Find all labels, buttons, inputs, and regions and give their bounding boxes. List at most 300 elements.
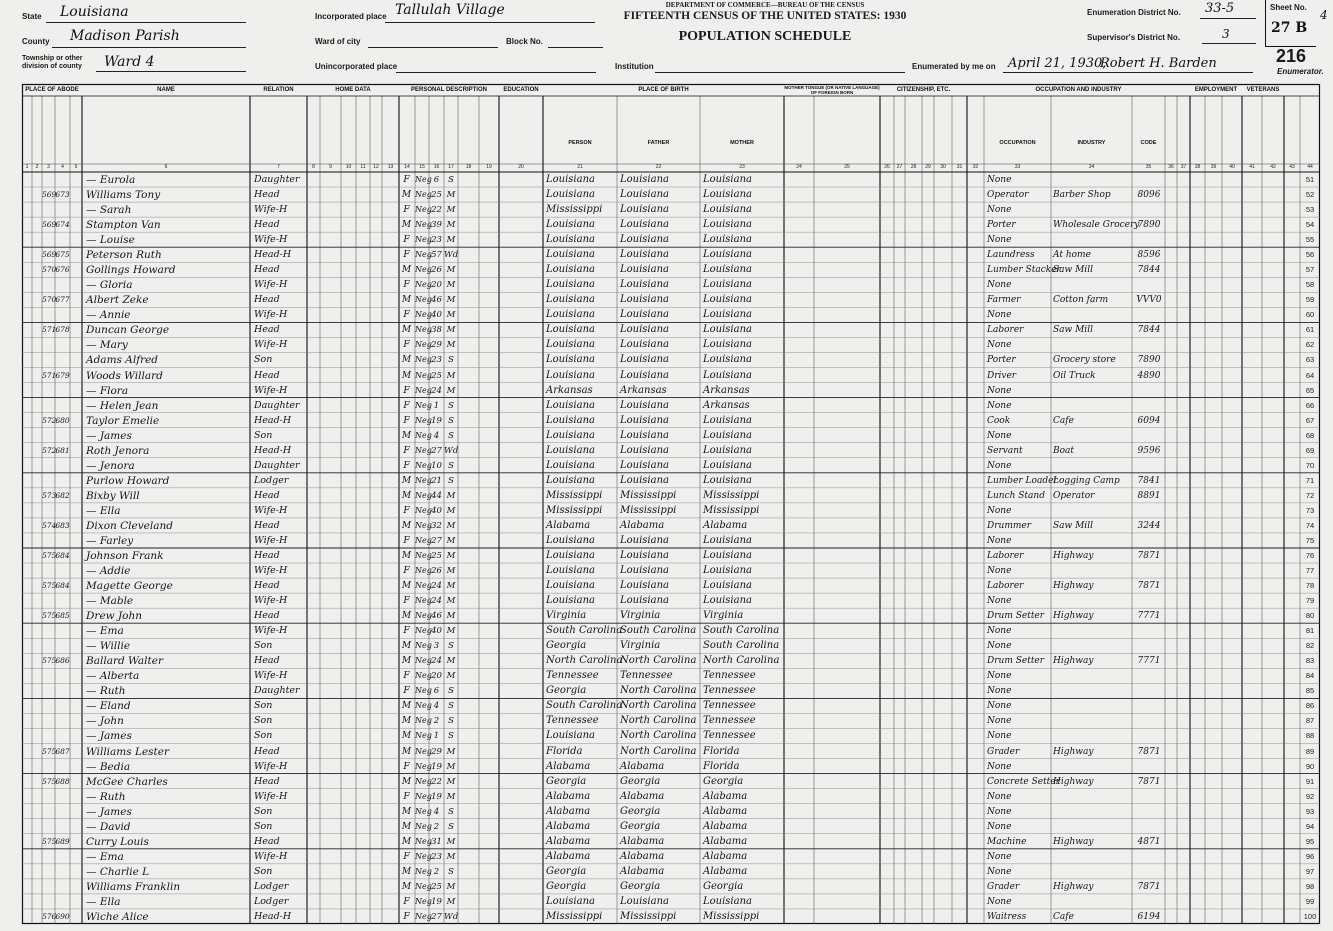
- column-number: 29: [925, 164, 931, 170]
- birthplace-father: Louisiana: [620, 234, 669, 246]
- birthplace-father: Louisiana: [620, 534, 669, 546]
- occupation: Laborer: [987, 551, 1024, 561]
- sex: M: [401, 475, 412, 486]
- marital-status: M: [446, 896, 456, 907]
- line-number: 83: [1305, 656, 1315, 666]
- person-name: — Mary: [86, 339, 128, 352]
- subhead-person: PERSON: [568, 140, 592, 146]
- population-table: [22, 84, 1320, 924]
- birthplace-mother: Louisiana: [703, 534, 752, 546]
- birthplace-father: Alabama: [620, 835, 665, 847]
- person-name: Williams Lester: [86, 745, 170, 758]
- industry: Barber Shop: [1053, 190, 1111, 201]
- person-name: — Ema: [86, 850, 124, 863]
- dwelling-number: [42, 504, 56, 518]
- industry: [1053, 173, 1132, 187]
- age: 19: [431, 896, 442, 907]
- person-name: — Ella: [86, 895, 121, 908]
- dwelling-number: [42, 669, 56, 683]
- line-number: 67: [1305, 415, 1315, 425]
- person-name: — Gloria: [86, 279, 133, 292]
- relation: Wife-H: [254, 625, 288, 637]
- age: 6: [433, 686, 440, 697]
- dwelling-number: [42, 233, 56, 247]
- dwelling-number: 570: [42, 295, 57, 305]
- marital-status: Wd: [444, 250, 459, 261]
- birthplace-mother: Louisiana: [703, 279, 752, 291]
- column-number: 9: [329, 164, 332, 170]
- birthplace-person: Louisiana: [546, 234, 595, 246]
- occupation: Concrete Setter: [987, 776, 1060, 787]
- person-name: — James: [86, 429, 132, 442]
- relation: Head: [254, 775, 280, 787]
- occupation: None: [987, 566, 1012, 577]
- sex: F: [403, 460, 410, 471]
- family-number: 680: [55, 415, 70, 425]
- relation: Head: [254, 550, 280, 561]
- incorporated-label: Incorporated place: [315, 12, 387, 21]
- race: Neg: [415, 746, 432, 756]
- column-number: 16: [433, 164, 440, 170]
- industry: Highway: [1053, 551, 1094, 561]
- race: Neg: [415, 445, 432, 455]
- column-number: 12: [373, 164, 379, 170]
- person-name: — Annie: [86, 309, 131, 322]
- industry: Saw Mill: [1053, 520, 1093, 531]
- industry-code: 7841: [1137, 475, 1161, 486]
- relation: Son: [254, 640, 273, 652]
- birthplace-mother: Louisiana: [703, 204, 752, 216]
- industry: [1053, 790, 1132, 804]
- family-number: [55, 895, 70, 909]
- birthplace-mother: Louisiana: [703, 294, 752, 306]
- family-number: [55, 474, 70, 488]
- industry: Highway: [1053, 836, 1094, 847]
- race: Neg: [415, 250, 432, 260]
- township-value: Ward 4: [104, 54, 155, 70]
- birthplace-mother: Louisiana: [703, 189, 752, 201]
- column-number: 1: [25, 164, 29, 170]
- birthplace-mother: Louisiana: [703, 429, 752, 441]
- age: 29: [431, 340, 442, 351]
- age: 25: [431, 881, 442, 892]
- column-number: 36: [1168, 164, 1174, 170]
- marital-status: S: [448, 821, 454, 832]
- industry-code: 7890: [1137, 220, 1161, 231]
- birthplace-mother: Mississippi: [703, 489, 760, 501]
- relation: Son: [254, 715, 273, 727]
- age: 27: [431, 911, 442, 922]
- industry-code: [1133, 504, 1165, 518]
- birthplace-person: Louisiana: [546, 595, 595, 607]
- birthplace-person: Louisiana: [546, 279, 595, 291]
- relation: Lodger: [254, 880, 289, 892]
- column-number: 6: [164, 164, 168, 170]
- birthplace-mother: Alabama: [703, 805, 748, 817]
- relation: Son: [254, 354, 273, 366]
- dwelling-number: [42, 880, 56, 894]
- family-number: 683: [55, 520, 70, 530]
- line-number: 51: [1305, 175, 1315, 184]
- birthplace-person: Mississippi: [546, 910, 603, 922]
- person-name: Williams Franklin: [86, 880, 181, 893]
- dwelling-number: 572: [42, 445, 57, 455]
- birthplace-person: Georgia: [546, 865, 587, 877]
- enumerator-label: Enumerator.: [1277, 67, 1324, 76]
- line-number: 99: [1305, 896, 1315, 906]
- birthplace-mother: South Carolina: [703, 625, 780, 637]
- relation: Wife-H: [254, 850, 288, 862]
- relation: Head: [254, 264, 280, 276]
- birthplace-father: Georgia: [620, 805, 661, 817]
- industry: [1053, 805, 1132, 819]
- dwelling-number: [42, 684, 56, 698]
- birthplace-person: Tennessee: [546, 670, 599, 682]
- industry: Highway: [1053, 656, 1094, 667]
- race: Neg: [415, 370, 432, 380]
- line-number: 86: [1305, 701, 1315, 711]
- occupation: None: [987, 430, 1012, 441]
- marital-status: M: [446, 851, 456, 862]
- birthplace-father: Mississippi: [620, 489, 677, 501]
- dwelling-number: [42, 714, 56, 728]
- group-header: RELATION: [263, 87, 294, 93]
- age: 19: [431, 415, 442, 426]
- industry-code: [1133, 714, 1165, 728]
- sheet-value: 27 B: [1271, 20, 1308, 36]
- column-number: 2: [35, 164, 39, 170]
- marital-status: M: [446, 551, 456, 561]
- relation: Head: [254, 189, 280, 201]
- line-number: 89: [1305, 746, 1315, 756]
- occupation: None: [987, 866, 1012, 877]
- column-number: 35: [1145, 164, 1152, 170]
- birthplace-person: Tennessee: [546, 715, 599, 727]
- sex: M: [401, 611, 412, 622]
- age: 24: [431, 385, 442, 396]
- age: 22: [431, 776, 442, 787]
- dwelling-number: [42, 474, 56, 488]
- age: 4: [433, 701, 440, 712]
- subhead-code: CODE: [1140, 140, 1157, 146]
- line-number: 63: [1305, 355, 1315, 365]
- family-number: [55, 760, 70, 774]
- birthplace-mother: Tennessee: [703, 685, 756, 697]
- dwelling-number: 573: [42, 490, 57, 500]
- family-number: 682: [55, 490, 70, 500]
- birthplace-person: Louisiana: [546, 309, 595, 321]
- person-name: Purlow Howard: [86, 474, 170, 487]
- race: Neg: [415, 731, 432, 741]
- industry: [1053, 399, 1132, 413]
- race: Neg: [415, 626, 432, 636]
- relation: Head: [254, 655, 280, 667]
- race: Neg: [415, 851, 432, 861]
- person-name: — David: [86, 820, 131, 833]
- family-number: [55, 173, 70, 187]
- sex: M: [401, 265, 412, 276]
- line-number: 96: [1305, 851, 1315, 861]
- block-label: Block No.: [506, 37, 543, 46]
- age: 38: [431, 325, 442, 336]
- family-number: 679: [55, 370, 70, 380]
- marital-status: M: [446, 626, 456, 637]
- family-number: [55, 399, 70, 413]
- dwelling-number: [42, 203, 56, 217]
- family-number: [55, 233, 70, 247]
- occupation: Cook: [987, 415, 1011, 426]
- age: 3: [433, 641, 440, 652]
- sex: M: [401, 746, 412, 757]
- birthplace-father: Louisiana: [620, 399, 669, 411]
- person-name: Dixon Cleveland: [86, 519, 173, 532]
- family-number: [55, 534, 70, 548]
- occupation: Laborer: [987, 581, 1024, 592]
- dwelling-number: [42, 895, 56, 909]
- sex: F: [403, 280, 410, 291]
- person-name: Magette George: [86, 580, 173, 593]
- column-number: 22: [655, 164, 662, 170]
- occupation: None: [987, 460, 1012, 471]
- birthplace-father: Alabama: [620, 519, 665, 531]
- birthplace-father: North Carolina: [620, 715, 697, 727]
- birthplace-mother: Tennessee: [703, 670, 756, 682]
- birthplace-person: Georgia: [546, 685, 587, 697]
- line-number: 95: [1305, 836, 1315, 846]
- birthplace-father: Louisiana: [620, 219, 669, 231]
- industry-code: [1133, 669, 1165, 683]
- marital-status: M: [446, 791, 456, 802]
- birthplace-mother: Louisiana: [703, 444, 752, 456]
- marital-status: M: [446, 520, 456, 531]
- birthplace-father: Virginia: [620, 640, 661, 652]
- person-name: — Mable: [86, 595, 134, 608]
- birthplace-father: Louisiana: [620, 294, 669, 306]
- birthplace-mother: Tennessee: [703, 715, 756, 727]
- subhead-father: FATHER: [647, 140, 670, 146]
- industry-code: [1133, 564, 1165, 578]
- relation: Son: [254, 700, 273, 712]
- race: Neg: [415, 340, 432, 350]
- column-number: 32: [972, 164, 979, 170]
- industry-code: 3244: [1137, 520, 1161, 531]
- census-title: FIFTEENTH CENSUS OF THE UNITED STATES: 1930: [623, 10, 907, 22]
- column-number: 23: [739, 164, 745, 170]
- family-number: [55, 669, 70, 683]
- age: 2: [433, 821, 440, 832]
- relation: Head-H: [254, 414, 292, 426]
- sex: F: [403, 911, 410, 922]
- age: 22: [431, 205, 442, 216]
- family-number: 685: [55, 611, 70, 621]
- race: Neg: [415, 385, 432, 395]
- person-name: — Bedia: [86, 760, 131, 773]
- dwelling-number: [42, 308, 56, 322]
- marital-status: M: [446, 205, 456, 216]
- occupation: Lumber Loader: [987, 475, 1058, 486]
- line-number: 78: [1305, 581, 1315, 591]
- family-number: 678: [55, 325, 70, 335]
- birthplace-father: Louisiana: [620, 354, 669, 366]
- dwelling-number: 571: [42, 325, 57, 335]
- age: 6: [433, 175, 440, 185]
- birthplace-mother: Virginia: [703, 610, 744, 622]
- birthplace-person: Georgia: [546, 880, 587, 892]
- marital-status: M: [446, 505, 456, 516]
- sex: F: [403, 791, 410, 802]
- sex: M: [401, 551, 412, 561]
- line-number: 72: [1305, 490, 1315, 500]
- group-header: NAME: [157, 87, 175, 93]
- race: Neg: [415, 866, 432, 876]
- marital-status: M: [446, 596, 456, 607]
- county-label: County: [22, 37, 50, 46]
- family-number: [55, 594, 70, 608]
- person-name: Adams Alfred: [86, 354, 159, 367]
- age: 25: [431, 370, 442, 381]
- birthplace-father: Louisiana: [620, 369, 669, 381]
- group-header: VETERANS: [1246, 87, 1280, 93]
- dwelling-number: 569: [42, 250, 57, 260]
- marital-status: M: [446, 671, 456, 682]
- ed-label: Enumeration District No.: [1087, 8, 1181, 17]
- age: 20: [431, 671, 442, 682]
- sex: M: [401, 806, 412, 817]
- sex: F: [403, 505, 410, 516]
- industry-code: [1133, 865, 1165, 879]
- relation: Daughter: [254, 459, 300, 471]
- birthplace-father: Louisiana: [620, 444, 669, 456]
- person-name: Williams Tony: [86, 189, 161, 202]
- birthplace-mother: Georgia: [703, 880, 744, 892]
- family-number: 681: [55, 445, 70, 455]
- birthplace-father: Virginia: [620, 610, 661, 622]
- column-number: 28: [910, 164, 917, 170]
- dwelling-number: [42, 850, 56, 864]
- family-number: [55, 564, 70, 578]
- birthplace-mother: Louisiana: [703, 474, 752, 486]
- relation: Wife-H: [254, 504, 288, 516]
- industry-code: [1133, 790, 1165, 804]
- dwelling-number: 575: [42, 581, 57, 591]
- line-number: 79: [1305, 596, 1315, 606]
- relation: Wife-H: [254, 534, 288, 546]
- sex: F: [403, 385, 410, 396]
- relation: Son: [254, 730, 273, 742]
- industry: [1053, 895, 1132, 909]
- line-number: 54: [1305, 220, 1315, 230]
- industry-code: 6194: [1137, 911, 1161, 922]
- relation: Daughter: [254, 685, 300, 697]
- age: 27: [431, 535, 442, 546]
- marital-status: M: [446, 220, 456, 231]
- age: 19: [431, 791, 442, 802]
- age: 27: [431, 445, 442, 456]
- age: 57: [431, 250, 442, 261]
- sheet-label: Sheet No.: [1270, 3, 1307, 12]
- line-number: 64: [1305, 370, 1315, 380]
- industry-code: [1133, 639, 1165, 653]
- age: 40: [431, 626, 442, 637]
- person-name: — Charlie L: [86, 865, 150, 878]
- marital-status: M: [446, 776, 456, 787]
- birthplace-mother: Mississippi: [703, 504, 760, 516]
- relation: Wife-H: [254, 790, 288, 802]
- birthplace-person: Louisiana: [546, 474, 595, 486]
- family-number: [55, 729, 70, 743]
- relation: Head: [254, 745, 280, 757]
- birthplace-person: Alabama: [546, 835, 591, 847]
- family-number: [55, 338, 70, 352]
- relation: Wife-H: [254, 565, 288, 577]
- race: Neg: [415, 355, 432, 365]
- industry-code: 8891: [1137, 490, 1161, 501]
- birthplace-father: North Carolina: [620, 685, 697, 697]
- dwelling-number: [42, 790, 56, 804]
- line-number: 61: [1305, 325, 1315, 335]
- sex: M: [401, 370, 412, 381]
- occupation: Drummer: [987, 520, 1032, 531]
- relation: Head: [254, 835, 280, 847]
- occupation: None: [987, 385, 1012, 396]
- sex: F: [403, 851, 410, 862]
- column-number: 31: [956, 164, 963, 170]
- family-number: 674: [55, 220, 70, 230]
- age: 39: [431, 220, 442, 231]
- birthplace-father: Arkansas: [620, 384, 667, 396]
- race: Neg: [415, 806, 432, 816]
- race: Neg: [415, 566, 432, 576]
- group-header: PLACE OF BIRTH: [638, 87, 689, 93]
- birthplace-person: Louisiana: [546, 264, 595, 276]
- race: Neg: [415, 475, 432, 485]
- family-number: [55, 624, 70, 638]
- industry-code: [1133, 850, 1165, 864]
- family-number: 676: [55, 265, 70, 275]
- birthplace-person: Louisiana: [546, 730, 595, 742]
- sex: F: [403, 566, 410, 577]
- birthplace-mother: Louisiana: [703, 264, 752, 276]
- industry: Grocery store: [1053, 355, 1116, 366]
- column-number: 44: [1307, 164, 1313, 170]
- birthplace-mother: Louisiana: [703, 309, 752, 321]
- industry: [1053, 338, 1132, 352]
- industry: [1053, 233, 1132, 247]
- marital-status: M: [446, 566, 456, 577]
- race: Neg: [415, 280, 432, 290]
- race: Neg: [415, 836, 432, 846]
- ed-value: 33-5: [1205, 1, 1235, 16]
- group-header: PERSONAL DESCRIPTION: [411, 87, 487, 93]
- birthplace-mother: Alabama: [703, 820, 748, 832]
- relation: Wife-H: [254, 234, 288, 246]
- birthplace-father: Louisiana: [620, 174, 669, 185]
- birthplace-father: Alabama: [620, 850, 665, 862]
- person-name: — John: [86, 715, 124, 728]
- race: Neg: [415, 310, 432, 320]
- relation: Head: [254, 519, 280, 531]
- relation: Lodger: [254, 474, 289, 486]
- column-number: 24: [796, 164, 802, 170]
- industry: At home: [1053, 250, 1091, 261]
- person-name: Gollings Howard: [86, 264, 176, 277]
- marital-status: M: [446, 295, 456, 306]
- sex: M: [401, 490, 412, 501]
- birthplace-person: Alabama: [546, 790, 591, 802]
- birthplace-person: Louisiana: [546, 444, 595, 456]
- column-number: 27: [896, 164, 903, 170]
- family-number: [55, 714, 70, 728]
